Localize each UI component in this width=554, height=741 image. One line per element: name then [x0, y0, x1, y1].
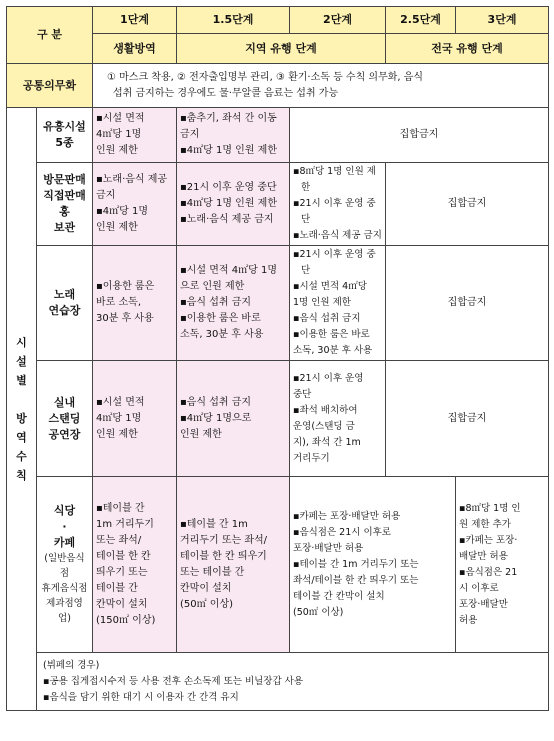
buffet-note-item: ▪공용 집게접시수저 등 사용 전후 손소독제 또는 비닐장갑 사용: [43, 675, 304, 687]
r4-stage15: ▪음식 섭취 금지 ▪4㎡당 1명으로 인원 제한: [177, 361, 290, 477]
r1-stage15: ▪춤추기, 좌석 간 이동 금지 ▪4㎡당 1명 인원 제한: [177, 108, 290, 163]
common-text-line-1: ① 마스크 착용, ② 전자출입명부 관리, ③ 환기·소독 등 수칙 의무화, 음식: [107, 71, 424, 83]
r4-rest: 집합금지: [386, 361, 549, 477]
facility-name-entertainment: 유흥시설 5종: [37, 108, 93, 163]
r5-stage2: ▪카페는 포장·배달만 허용 ▪음식점은 21시 이후로 포장·배달만 허용 ▪테이블 간 1m 거리두기 또는 좌석/테이블 한 칸 띄우기 또는 테이블 간 칸막이 설치 (50㎡ 이상): [290, 477, 456, 653]
r1-stage1: ▪시설 면적 4㎡당 1명 인원 제한: [93, 108, 177, 163]
header-stage-2-5: 2.5단계: [386, 7, 456, 34]
r2-stage15: ▪21시 이후 운영 중단 ▪4㎡당 1명 인원 제한 ▪노래·음식 제공 금지: [177, 163, 290, 246]
buffet-note: [37, 653, 549, 711]
r2-rest: 집합금지: [386, 163, 549, 246]
header-gubun: 구 분: [7, 7, 93, 64]
quarantine-rules-table: [6, 6, 549, 711]
header-stage-1: 1단계: [93, 7, 177, 34]
common-text: [93, 64, 549, 108]
r2-stage2: ▪8㎡당 1명 인원 제한 ▪21시 이후 운영 중단 ▪노래·음식 제공 금지: [290, 163, 386, 246]
r3-stage1: ▪이용한 룸은 바로 소독, 30분 후 사용: [93, 246, 177, 361]
header-stage-1-5: 1.5단계: [177, 7, 290, 34]
header-sub-regional: 지역 유행 단계: [177, 34, 386, 64]
r5-stage1: ▪테이블 간 1m 거리두기 또는 좌석/ 테이블 한 칸 띄우기 또는 테이블 간 칸막이 설치 (150㎡ 이상): [93, 477, 177, 653]
facility-name-door-sales: 방문판매 직접판매홍 보관: [37, 163, 93, 246]
r3-stage2: ▪21시 이후 운영 중단 ▪시설 면적 4㎡당 1명 인원 제한 ▪음식 섭취 금지 ▪이용한 룸은 바로 소독, 30분 후 사용: [290, 246, 386, 361]
facility-name-restaurant-cafe: 식당 · 카페 (일반음식점 휴게음식점 제과점영업): [37, 477, 93, 653]
header-sub-living: 생활방역: [93, 34, 177, 64]
side-label: 시 설 별 방 역 수 칙: [7, 108, 37, 711]
r4-stage2: ▪21시 이후 운영 중단 ▪좌석 배치하여 운영(스탠딩 금 지), 좌석 간 1m 거리두기: [290, 361, 386, 477]
header-stage-2: 2단계: [290, 7, 386, 34]
buffet-note-title: (뷔페의 경우): [43, 659, 100, 671]
facility-name-standing-venue: 실내 스탠딩 공연장: [37, 361, 93, 477]
r3-stage15: ▪시설 면적 4㎡당 1명 으로 인원 제한 ▪음식 섭취 금지 ▪이용한 룸은 바로 소독, 30분 후 사용: [177, 246, 290, 361]
common-text-line-2: 섭취 금지하는 경우에도 물·무알콜 음료는 섭취 가능: [113, 87, 339, 99]
r5-stage15: ▪테이블 간 1m 거리두기 또는 좌석/ 테이블 한 칸 띄우기 또는 테이블 간 칸막이 설치 (50㎡ 이상): [177, 477, 290, 653]
header-sub-national: 전국 유행 단계: [386, 34, 549, 64]
r1-rest: 집합금지: [290, 108, 549, 163]
buffet-note-item: ▪음식을 담기 위한 대기 시 이용자 간 간격 유지: [43, 691, 239, 703]
r2-stage1: ▪노래·음식 제공 금지 ▪4㎡당 1명 인원 제한: [93, 163, 177, 246]
r5-stage3: ▪8㎡당 1명 인 원 제한 추가 ▪카페는 포장· 배달만 허용 ▪음식점은 21 시 이후로 포장·배달만 허용: [456, 477, 549, 653]
facility-name-karaoke: 노래 연습장: [37, 246, 93, 361]
common-label: 공통의무화: [7, 64, 93, 108]
r3-rest: 집합금지: [386, 246, 549, 361]
header-stage-3: 3단계: [456, 7, 549, 34]
r4-stage1: ▪시설 면적 4㎡당 1명 인원 제한: [93, 361, 177, 477]
restaurant-subtypes: (일반음식점 휴게음식점 제과점영업): [41, 553, 88, 624]
